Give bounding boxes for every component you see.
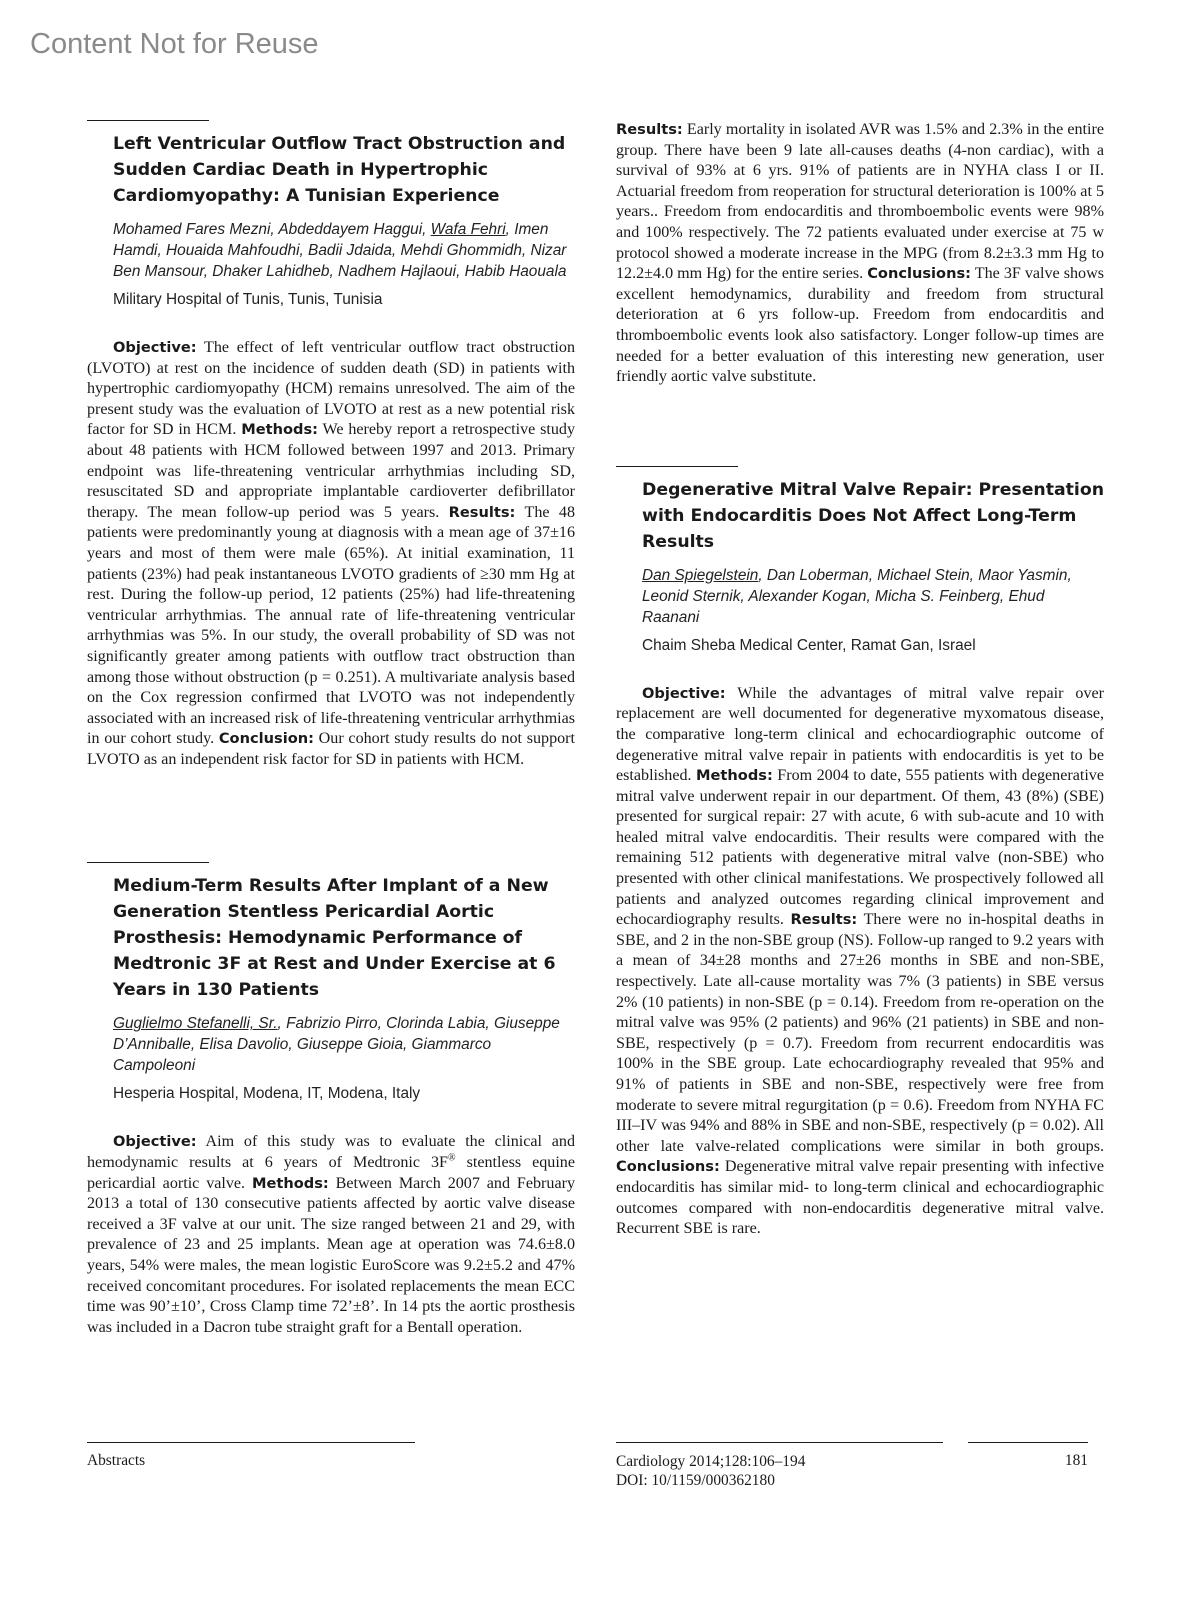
- footer-doi: DOI: 10/1159/000362180: [616, 1472, 775, 1489]
- registered-mark: ®: [448, 1152, 456, 1164]
- objective-text: While the advantages of mitral valve repair over replacement are well documented for degenerative myxomatous disease, the comparative long-term clinical and echocardiographic outcome of degenerative mitral valve repair in patients with endocarditis is yet to be established.: [616, 684, 1104, 785]
- footer-section-name: Abstracts: [87, 1452, 146, 1469]
- methods-text: Between March 2007 and February 2013 a total of 130 consecutive patients affected by aortic valve disease received a 3F valve at our unit. The size ranged between 21 and 29, with prevalence of 23 and 25 implants. Mean age at operation was 74.6±8.0 years, 54% were males, the mean logistic EuroScore was 9.2±5.2 and 47% received concomitant procedures. For isolated replacements the mean ECC time was 90’±10’, Cross Clamp time 72’±8’. In 14 pts the aortic prosthesis was included in a Dacron tube straight graft for a Bentall operation.: [87, 1174, 575, 1336]
- results-label: Results:: [616, 121, 683, 138]
- footer-journal: Cardiology 2014;128:106–194: [616, 1453, 806, 1470]
- results-text: The 48 patients were predominantly young at diagnosis with a mean age of 37±16 years and most of them were male (65%). At initial examination, 11 patients (23%) had peak instantaneous LVOTO gradients of ≥30 mm Hg at rest. During the follow-up period, 12 patients (25%) had life-threatening ventricular arrhythmias. The annual rate of life-threatening ventricular arrhythmias was 5%. In our study, the overall probability of SD was not significantly greater among patients with outflow tract obstruction than among those without obstruction (p = 0.251). A multivariate analysis based on the Cox regression confirmed that LVOTO was not independently associated with an increased risk of life-threatening ventricular arrhythmias in our cohort study.: [87, 503, 575, 748]
- footer-citation: [616, 1452, 805, 1490]
- abstract-continuation: [616, 120, 1104, 388]
- objective-text: stentless equine pericardial aortic valve.: [87, 1154, 575, 1192]
- conclusion-label: Conclusions:: [616, 1158, 720, 1176]
- objective-text: The effect of left ventricular outflow tract obstruction (LVOTO) at rest on the incidence of sudden death (SD) in patients with hypertrophic cardiomyopathy (HCM) remains unresolved. The aim of the present study was the evaluation of LVOTO at rest as a new potential risk factor for SD in HCM.: [87, 339, 575, 439]
- conclusion-text: The 3F valve shows excellent hemodynamics, durability and freedom from structural deterioration at 6 yrs follow-up. Freedom from endocarditis and thromboembolic events look also satisfactory. Longer follow-up times are needed for a better evaluation of this interesting new generation, user friendly aortic valve substitute.: [616, 265, 1104, 386]
- authors-list: , Imen Hamdi, Houaida Mahfoudhi, Badii Jdaida, Mehdi Ghommidh, Nizar Ben Mansour, Dhaker Lahidheb, Nadhem Hajlaoui, Habib Haouala: [113, 221, 567, 280]
- footer-rule-right: [968, 1442, 1088, 1443]
- article-authors: [113, 1013, 575, 1076]
- authors-list: Mohamed Fares Mezni, Abdeddayem Haggui,: [113, 221, 431, 238]
- article-lvoto: [87, 120, 575, 770]
- presenting-author: Guglielmo Stefanelli, Sr.: [113, 1015, 278, 1033]
- article-authors: [113, 219, 575, 282]
- article-affiliation: Military Hospital of Tunis, Tunis, Tunisia: [113, 291, 383, 308]
- conclusion-text: Degenerative mitral valve repair presenting with infective endocarditis has similar mid- to long-term clinical and echocardiographic outcomes compared with non-endocarditis degenerative mitral valve. Recurrent SBE is rare.: [616, 1158, 1104, 1238]
- authors-list: , Fabrizio Pirro, Clorinda Labia, Giuseppe D’Anniballe, Elisa Davolio, Giuseppe Gioia, Giammarco Campoleoni: [113, 1015, 560, 1075]
- title-rule: [87, 862, 209, 863]
- footer-rule-middle: [616, 1442, 943, 1443]
- objective-label: Objective:: [642, 684, 726, 702]
- article-authors: [642, 565, 1104, 628]
- article-title: Medium-Term Results After Implant of a New Generation Stentless Pericardial Aortic Prosthesis: Hemodynamic Performance of Medtronic 3F at Rest and Under Exercise at 6 Years in 130 Patients: [113, 876, 556, 1001]
- objective-text: Aim of this study was to evaluate the clinical and hemodynamic results at 6 years of Medtronic 3F: [87, 1133, 575, 1172]
- footer-rule-left: [87, 1442, 415, 1443]
- authors-list: , Dan Loberman, Michael Stein, Maor Yasmin, Leonid Sternik, Alexander Kogan, Micha S. Feinberg, Ehud Raanani: [642, 566, 1072, 626]
- results-label: Results:: [790, 911, 858, 929]
- article-affiliation: Hesperia Hospital, Modena, IT, Modena, Italy: [113, 1085, 421, 1103]
- page-number: 181: [1064, 1452, 1088, 1469]
- results-text: Early mortality in isolated AVR was 1.5% and 2.3% in the entire group. There have been 9 late all-causes deaths (4-non cardiac), with a survival of 93% at 6 yrs. 91% of patients are in NYHA class I or II. Actuarial freedom from reoperation for structural deterioration is 100% at 5 years.. Freedom from endocarditis and thromboembolic events were 98% and 100% respectively. The 72 patients evaluated under exercise at 75 w protocol showed a moderate increase in the MPG (from 8.2±3.3 mm Hg to 12.2±4.0 mm Hg) for the entire series.: [616, 121, 1104, 283]
- objective-label: Objective:: [113, 1133, 197, 1151]
- abstract-body: [616, 684, 1104, 1240]
- presenting-author: Dan Spiegelstein: [642, 566, 759, 584]
- conclusion-text: Our cohort study results do not support LVOTO as an independent risk factor for SD in patients with HCM.: [87, 730, 575, 768]
- article-title: Left Ventricular Outflow Tract Obstruction and Sudden Cardiac Death in Hypertrophic Cardiomyopathy: A Tunisian Experience: [113, 134, 566, 206]
- title-rule: [616, 466, 738, 467]
- presenting-author: Wafa Fehri: [430, 221, 506, 238]
- methods-text: We hereby report a retrospective study about 48 patients with HCM followed between 1997 and 2013. Primary endpoint was life-threatening ventricular arrhythmias including SD, resuscitated SD and appropriate implantable cardioverter defibrillator therapy. The mean follow-up period was 5 years.: [87, 421, 576, 521]
- methods-label: Methods:: [251, 1174, 329, 1192]
- article-affiliation: Chaim Sheba Medical Center, Ramat Gan, Israel: [642, 636, 976, 654]
- article-medtronic-3f: [87, 862, 575, 1338]
- left-column: [87, 120, 575, 1338]
- conclusion-label: Conclusion:: [218, 730, 314, 748]
- watermark-text: Content Not for Reuse: [30, 28, 319, 60]
- abstract-body: [87, 338, 575, 770]
- methods-label: Methods:: [241, 421, 318, 439]
- methods-label: Methods:: [696, 767, 773, 785]
- objective-label: Objective:: [113, 339, 197, 356]
- results-label: Results:: [448, 503, 516, 521]
- abstract-body: [87, 1132, 575, 1338]
- article-title: Degenerative Mitral Valve Repair: Presentation with Endocarditis Does Not Affect Long-Term Results: [642, 479, 1105, 552]
- conclusion-label: Conclusions:: [867, 265, 971, 283]
- title-rule: [87, 120, 209, 121]
- right-column: [616, 120, 1104, 1240]
- article-mitral-repair: [616, 466, 1104, 1240]
- methods-text: From 2004 to date, 555 patients with degenerative mitral valve underwent repair in our department. Of them, 43 (8%) (SBE) presented for surgical repair: 27 with acute, 6 with sub-acute and 10 with healed mitral valve endocarditis. Their results were compared with the remaining 512 patients with degenerative mitral valve (non-SBE) who presented with other clinical manifestations. We prospectively followed all patients and analyzed outcomes regarding clinical improvement and echocardiography results.: [616, 767, 1104, 929]
- results-text: There were no in-hospital deaths in SBE, and 2 in the non-SBE group (NS). Follow-up ranged to 9.2 years with a mean of 34±28 months and 27±26 months in SBE and non-SBE, respectively. Late all-cause mortality was 7% (3 patients) in SBE versus 2% (10 patients) in non-SBE (p = 0.14). Freedom from re-operation on the mitral valve was 95% (2 patients) and 96% (21 patients) in SBE and non-SBE, respectively (p = 0.7). Freedom from recurrent endocarditis was 100% in the SBE group. Late echocardiography revealed that 95% and 91% of patients in SBE and non-SBE, respectively were free from moderate to severe mitral regurgitation (p = 0.6). Freedom from NYHA FC III–IV was 94% and 88% in SBE and non-SBE, respectively (p = 0.02). All other late valve-related complications were similar in both groups.: [616, 911, 1104, 1155]
